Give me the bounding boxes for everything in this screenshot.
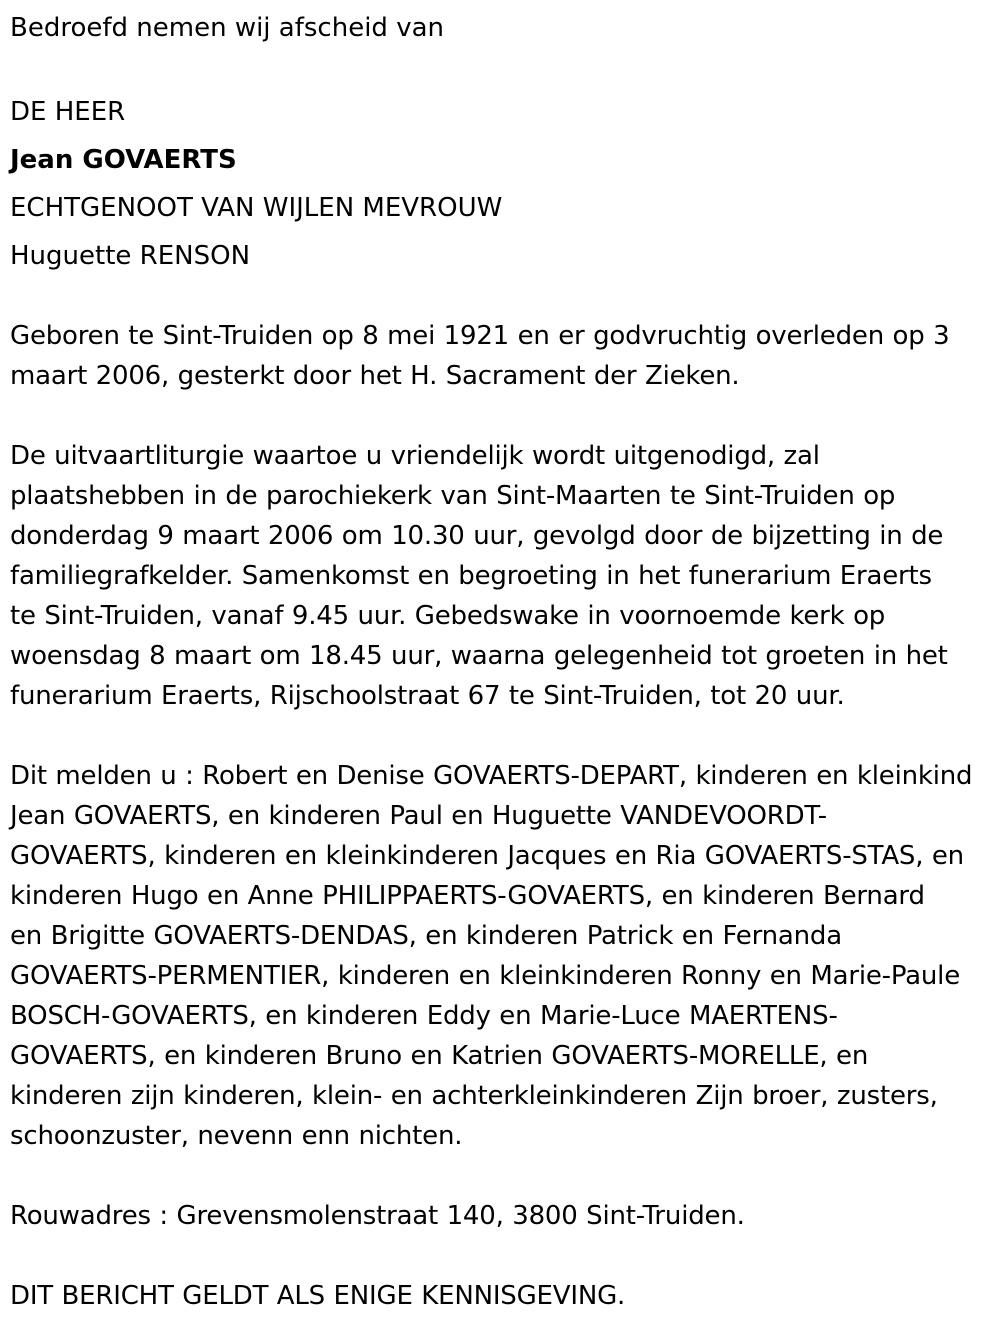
paragraph-line: GOVAERTS, kinderen en kleinkinderen Jacques en Ria GOVAERTS-STAS, en [10, 841, 964, 871]
mourning-address: Rouwadres : Grevensmolenstraat 140, 3800 Sint-Truiden. [10, 1201, 745, 1231]
paragraph-line: Geboren te Sint-Truiden op 8 mei 1921 en er godvruchtig overleden op 3 [10, 321, 950, 351]
intro-text: Bedroefd nemen wij afscheid van [10, 13, 444, 43]
funeral-paragraph [10, 436, 995, 716]
spouse-line: ECHTGENOOT VAN WIJLEN MEVROUW [10, 193, 503, 223]
spacer [10, 280, 990, 316]
deceased-name: Jean GOVAERTS [10, 145, 237, 175]
paragraph-line: BOSCH-GOVAERTS, en kinderen Eddy en Marie-Luce MAERTENS- [10, 1001, 838, 1031]
paragraph-line: maart 2006, gesterkt door het H. Sacrament der Zieken. [10, 361, 740, 391]
paragraph-line: Jean GOVAERTS, en kinderen Paul en Huguette VANDEVOORDT- [10, 801, 827, 831]
paragraph-line: funerarium Eraerts, Rijschoolstraat 67 te Sint-Truiden, tot 20 uur. [10, 681, 845, 711]
family-paragraph [10, 756, 995, 1156]
closing-statement: DIT BERICHT GELDT ALS ENIGE KENNISGEVING. [10, 1281, 626, 1311]
paragraph-line: Dit melden u : Robert en Denise GOVAERTS-DEPART, kinderen en kleinkind [10, 761, 973, 791]
paragraph-line: te Sint-Truiden, vanaf 9.45 uur. Gebedswake in voornoemde kerk op [10, 601, 886, 631]
paragraph-line: woensdag 8 maart om 18.45 uur, waarna gelegenheid tot groeten in het [10, 641, 948, 671]
spacer [10, 48, 990, 88]
spacer [10, 396, 990, 436]
spacer [10, 1156, 990, 1196]
paragraph-line: GOVAERTS-PERMENTIER, kinderen en kleinkinderen Ronny en Marie-Paule [10, 961, 960, 991]
paragraph-line: De uitvaartliturgie waartoe u vriendelijk wordt uitgenodigd, zal [10, 441, 820, 471]
salutation: DE HEER [10, 97, 126, 127]
paragraph-line: donderdag 9 maart 2006 om 10.30 uur, gevolgd door de bijzetting in de [10, 521, 944, 551]
paragraph-line: plaatshebben in de parochiekerk van Sint-Maarten te Sint-Truiden op [10, 481, 896, 511]
paragraph-line: GOVAERTS, en kinderen Bruno en Katrien GOVAERTS-MORELLE, en [10, 1041, 869, 1071]
paragraph-line: en Brigitte GOVAERTS-DENDAS, en kinderen Patrick en Fernanda [10, 921, 842, 951]
spouse-name: Huguette RENSON [10, 241, 251, 271]
paragraph-line: kinderen zijn kinderen, klein- en achterkleinkinderen Zijn broer, zusters, [10, 1081, 938, 1111]
paragraph-line: schoonzuster, nevenn enn nichten. [10, 1121, 463, 1151]
paragraph-line: kinderen Hugo en Anne PHILIPPAERTS-GOVAERTS, en kinderen Bernard [10, 881, 925, 911]
spacer [10, 716, 990, 756]
spacer [10, 1236, 990, 1276]
paragraph-line: familiegrafkelder. Samenkomst en begroeting in het funerarium Eraerts [10, 561, 932, 591]
birth-death-paragraph [10, 316, 995, 396]
